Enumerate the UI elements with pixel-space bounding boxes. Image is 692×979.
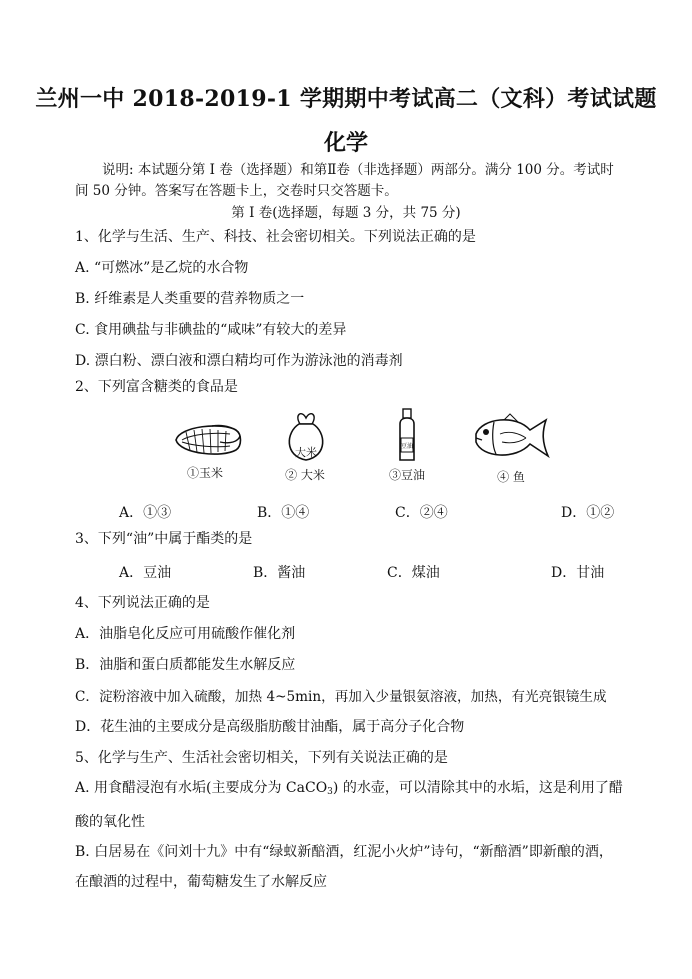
q1-stem: 1、化学与生活、生产、科技、社会密切相关。下列说法正确的是 (75, 229, 476, 245)
corn-caption: ①玉米 (186, 466, 223, 480)
q2-option-b: B．①④ (257, 505, 310, 521)
q2-stem: 2、下列富含糖类的食品是 (75, 379, 238, 395)
q2-food-images (0, 408, 692, 488)
bottle-icon (396, 408, 418, 462)
q3-option-b: B．酱油 (253, 565, 306, 581)
q1-option-a: A. “可燃冰”是乙烷的水合物 (75, 260, 249, 276)
bottle-label: 豆油 (400, 443, 413, 450)
corn-icon (172, 420, 244, 460)
q5-option-a-text: A. 用食醋浸泡有水垢(主要成分为 CaCO (75, 780, 328, 796)
q3-stem: 3、下列“油”中属于酯类的是 (75, 531, 253, 547)
q5-option-a (75, 773, 623, 837)
fish-caption: ④ 鱼 (497, 470, 525, 484)
q1-option-c: C. 食用碘盐与非碘盐的“咸味”有较大的差异 (75, 322, 347, 338)
q4-option-c: C．淀粉溶液中加入硫酸，加热 4~5min，再加入少量银氨溶液，加热，有光亮银镜生成 (75, 689, 607, 705)
q5-option-a-text-cont: ) 的水壶，可以清除其中的水垢，这是利用了醋酸的氧化性 (75, 780, 623, 830)
fish-icon (470, 412, 552, 464)
q3-option-c: C．煤油 (387, 565, 440, 581)
instructions: 说明: 本试题分第 I 卷（选择题）和第Ⅱ卷（非选择题）两部分。满分 100 分。考试时间 50 分钟。答案写在答题卡上，交卷时只交答题卡。 (75, 162, 614, 199)
q3-option-d: D．甘油 (551, 565, 605, 581)
q5-stem: 5、化学与生产、生活社会密切相关，下列有关说法正确的是 (75, 750, 448, 766)
soy-caption: ③豆油 (388, 468, 425, 482)
q4-option-a: A．油脂皂化反应可用硫酸作催化剂 (75, 626, 296, 642)
subject-title: 化学 (323, 130, 368, 156)
q1-option-d: D. 漂白粉、漂白液和漂白精均可作为游泳池的消毒剂 (75, 353, 403, 369)
q1-option-b: B. 纤维素是人类重要的营养物质之一 (75, 291, 305, 307)
rice-caption: ② 大米 (285, 468, 325, 482)
exam-title: 兰州一中 2018-2019-1 学期期中考试高二（文科）考试试题 (35, 86, 657, 112)
q2-option-c: C．②④ (395, 505, 448, 521)
section-title: 第 I 卷(选择题，每题 3 分，共 75 分) (231, 205, 461, 221)
q5-option-b: B. 白居易在《问刘十九》中有“绿蚁新醅酒，红泥小火炉”诗句，“新醅酒”即新酿的酒，在酿酒的过程中，葡萄糖发生了水解反应 (75, 844, 613, 890)
q2-option-d: D．①② (561, 505, 615, 521)
q4-option-b: B．油脂和蛋白质都能发生水解反应 (75, 657, 296, 673)
q2-option-a: A．①③ (119, 505, 172, 521)
q4-option-d: D．花生油的主要成分是高级脂肪酸甘油酯，属于高分子化合物 (75, 719, 465, 735)
q3-option-a: A．豆油 (119, 565, 172, 581)
q5-option-a-subscript: 3 (327, 787, 333, 797)
q4-stem: 4、下列说法正确的是 (75, 595, 210, 611)
rice-bag-label: 大米 (295, 446, 317, 459)
